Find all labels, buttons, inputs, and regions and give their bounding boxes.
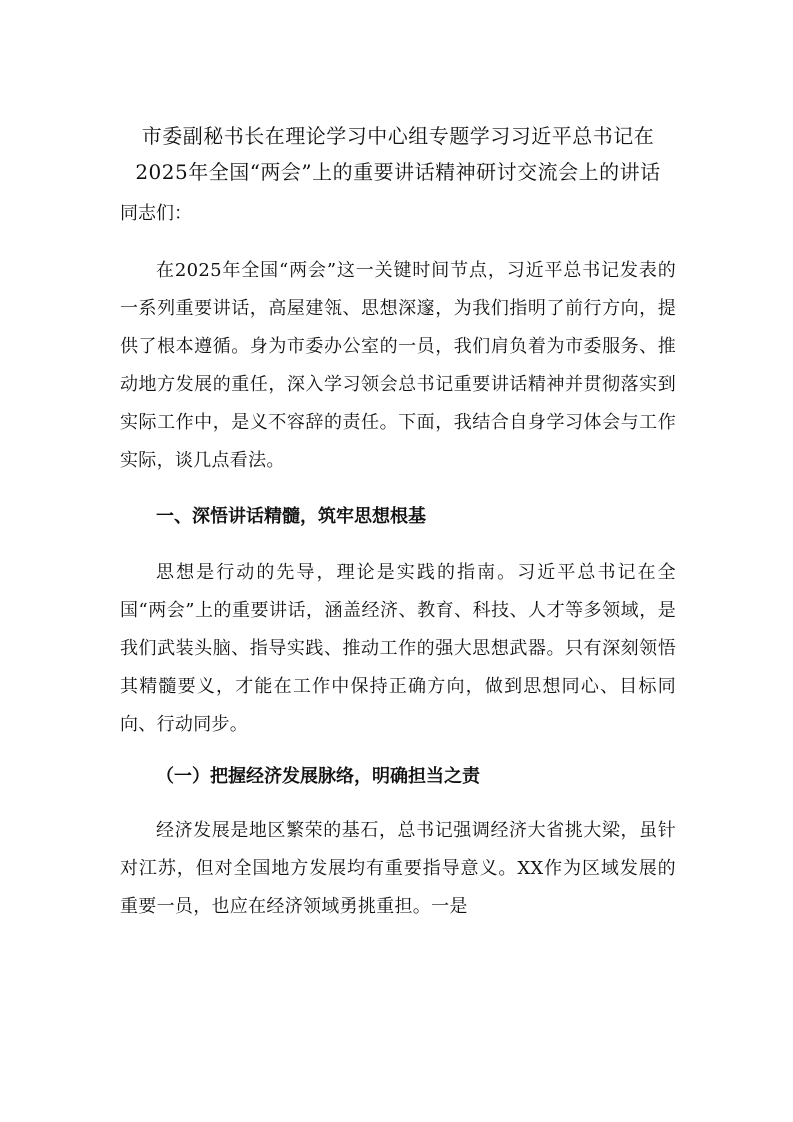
- paragraph-intro: 在2025年全国“两会”这一关键时间节点，习近平总书记发表的一系列重要讲话，高屋建瓴、思想深邃，为我们指明了前行方向，提供了根本遵循。身为市委办公室的一员，我们肩负着为市委服务、推动地方发展的重任，深入学习领会总书记重要讲话精神并贯彻落实到实际工作中，是义不容辞的责任。下面，我结合自身学习体会与工作实际，谈几点看法。: [120, 260, 676, 471]
- document-title-line-2: 2025年全国“两会”上的重要讲话精神研讨交流会上的讲话: [135, 160, 661, 184]
- subsection-heading-1: （一）把握经济发展脉络，明确担当之责: [156, 766, 480, 787]
- paragraph-subsection-1: 经济发展是地区繁荣的基石，总书记强调经济大省挑大梁，虽针对江苏，但对全国地方发展均有重要指导意义。XX作为区域发展的重要一员，也应在经济领域勇挑重担。一是: [120, 820, 676, 917]
- document-title-line-1: 市委副秘书长在理论学习中心组专题学习习近平总书记在: [141, 124, 655, 148]
- document-body: [120, 118, 676, 926]
- salutation: 同志们：: [120, 203, 192, 224]
- paragraph-section-1: 思想是行动的先导，理论是实践的指南。习近平总书记在全国“两会”上的重要讲话，涵盖经济、教育、科技、人才等多领域，是我们武装头脑、指导实践、推动工作的强大思想武器。只有深刻领悟其精髓要义，才能在工作中保持正确方向，做到思想同心、目标同向、行动同步。: [120, 562, 676, 735]
- section-heading-1: 一、深悟讲话精髓，筑牢思想根基: [156, 506, 426, 527]
